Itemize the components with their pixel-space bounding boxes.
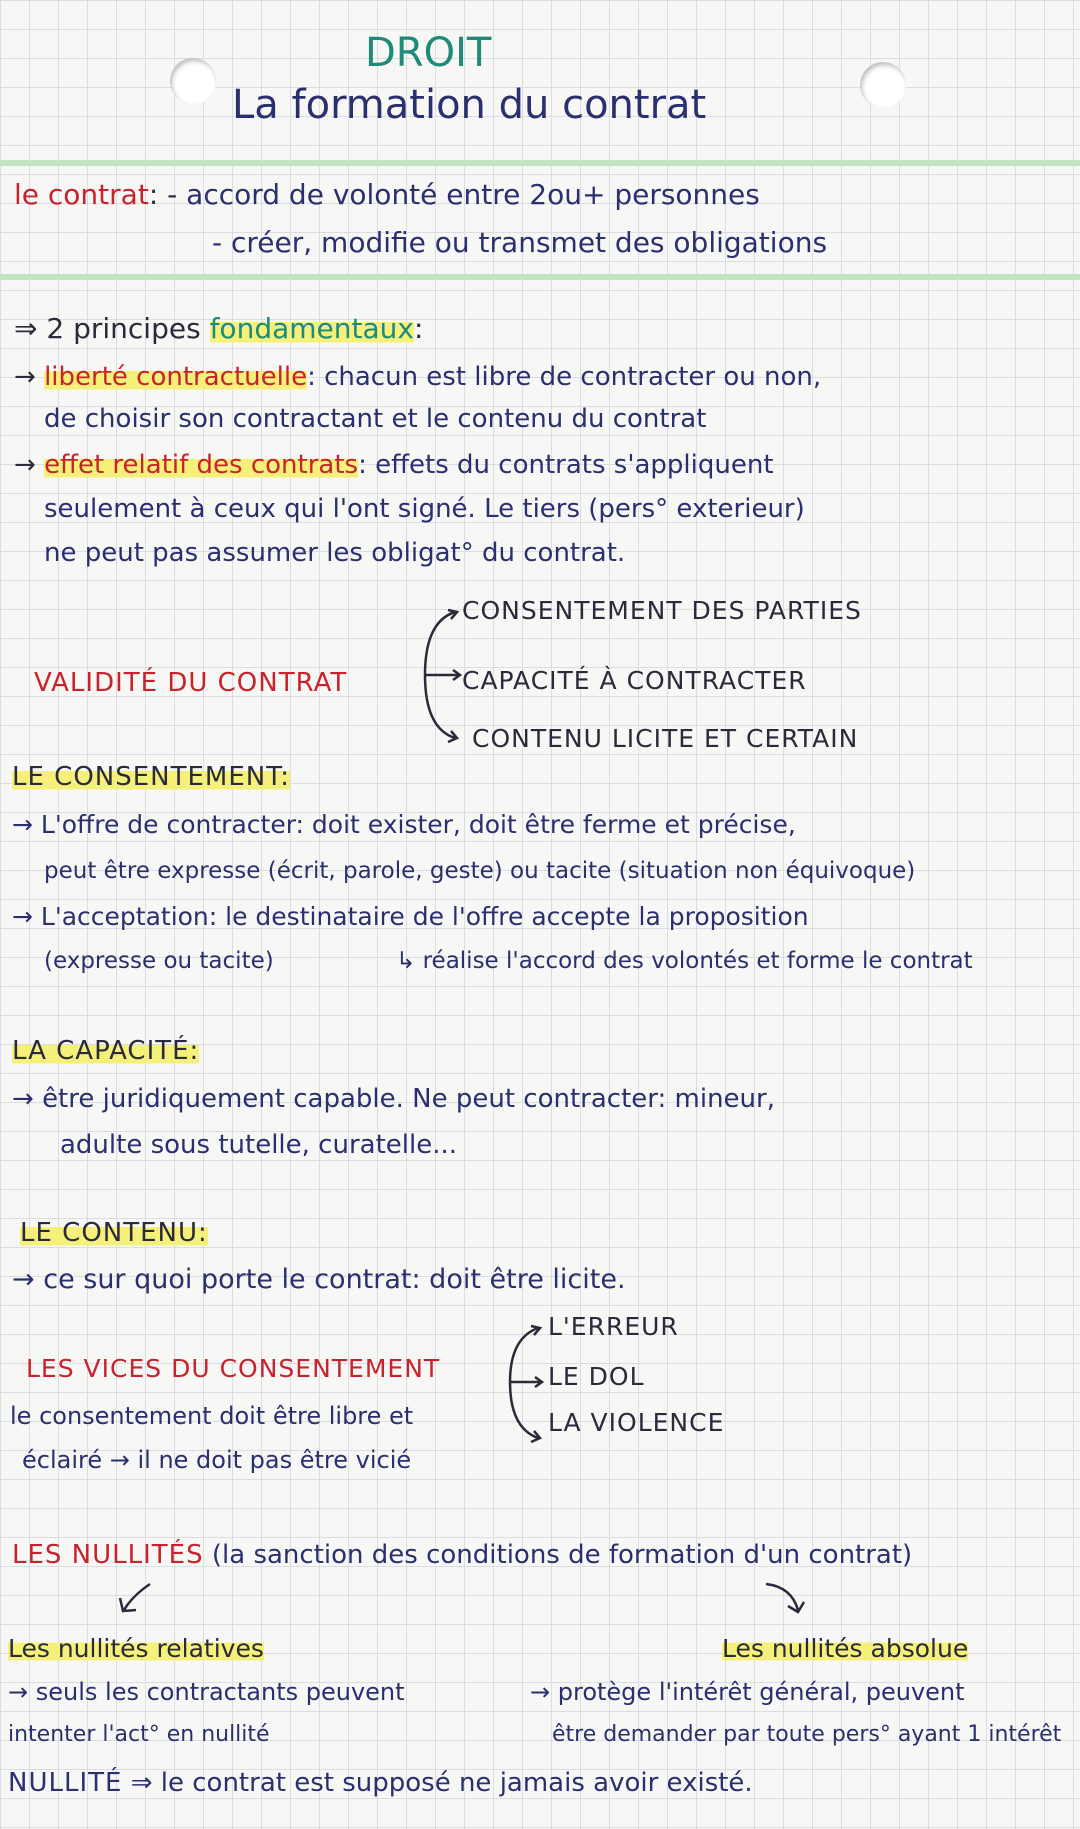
vices-note-1: le consentement doit être libre et <box>10 1402 414 1430</box>
principes-colon: : <box>413 312 424 345</box>
arrow-icon: → <box>8 1678 29 1706</box>
divider-top <box>0 160 1080 166</box>
validite-brace <box>410 600 470 750</box>
binder-hole-right <box>860 62 906 108</box>
nullites-arrow-left <box>110 1578 160 1618</box>
return-arrow-icon: ↳ <box>396 948 416 974</box>
capacite-heading <box>12 1036 199 1066</box>
contrat-colon: : - <box>148 178 178 211</box>
consentement-line-4b <box>396 948 973 974</box>
capacite-line-1 <box>12 1084 775 1114</box>
nullites-absolue-line-2: être demander par toute pers° ayant 1 intérêt <box>552 1722 1062 1747</box>
arrow-icon: → <box>12 1264 35 1295</box>
conclusion-term: NULLITÉ <box>8 1768 123 1798</box>
nullites-absolue-line-1 <box>530 1678 965 1706</box>
consentement-realise: réalise l'accord des volontés et forme le contrat <box>422 948 973 974</box>
nullites-relatives-line-1 <box>8 1678 405 1706</box>
consentement-line-1 <box>12 810 796 839</box>
double-arrow-icon: ⇒ <box>130 1768 153 1798</box>
principe-1-line-2: de choisir son contractant et le contenu du contrat <box>44 404 707 434</box>
validite-item-consentement: CONSENTEMENT DES PARTIES <box>462 596 862 625</box>
principes-highlight: fondamentaux <box>209 312 414 345</box>
absolue-title-text: Les nullités absolue <box>722 1634 969 1663</box>
nullites-arrow-right <box>760 1578 810 1618</box>
arrow-icon: → <box>12 1084 34 1114</box>
vice-dol: LE DOL <box>548 1362 645 1391</box>
contenu-line-1 <box>12 1264 626 1295</box>
capacite-text: être juridiquement capable. Ne peut contracter: mineur, <box>42 1084 775 1114</box>
contenu-heading-text: LE CONTENU: <box>20 1218 208 1248</box>
relatives-text-1: seuls les contractants peuvent <box>35 1678 405 1706</box>
consentement-acceptation: L'acceptation: le destinataire de l'offre accepte la proposition <box>40 902 809 931</box>
arrow-icon: → <box>12 810 33 839</box>
nullites-conclusion <box>8 1768 753 1798</box>
nullites-relatives-title <box>8 1634 264 1663</box>
principe-2-line-3: ne peut pas assumer les obligat° du contrat. <box>44 538 626 568</box>
principe-1-text: : chacun est libre de contracter ou non, <box>307 362 822 392</box>
principe-1-term: liberté contractuelle <box>44 362 308 392</box>
subject-title: DROIT <box>365 30 492 76</box>
principes-lead: 2 principes <box>46 312 201 345</box>
validite-label: VALIDITÉ DU CONTRAT <box>34 668 348 698</box>
contenu-text: ce sur quoi porte le contrat: doit être licite. <box>43 1264 626 1295</box>
consentement-line-3 <box>12 902 809 931</box>
arrow-icon: → <box>12 902 33 931</box>
divider-middle <box>0 274 1080 280</box>
contrat-line-2: - créer, modifie ou transmet des obligations <box>212 226 828 259</box>
nullites-title: LES NULLITÉS <box>12 1540 204 1570</box>
consentement-line-2: peut être expresse (écrit, parole, geste) ou tacite (situation non équivoque) <box>44 858 916 884</box>
page-title: La formation du contrat <box>232 82 707 128</box>
validite-item-contenu: CONTENU LICITE ET CERTAIN <box>472 724 859 753</box>
nullites-absolue-title <box>722 1634 968 1663</box>
contrat-definition <box>14 178 760 211</box>
principe-2-text: : effets du contrats s'appliquent <box>358 450 774 480</box>
consentement-heading <box>12 762 290 792</box>
principe-2-term: effet relatif des contrats <box>44 450 359 480</box>
arrow-icon: → <box>530 1678 551 1706</box>
principe-2-line-2: seulement à ceux qui l'ont signé. Le tiers (pers° exterieur) <box>44 494 805 524</box>
contenu-heading <box>20 1218 208 1248</box>
capacite-heading-text: LA CAPACITÉ: <box>12 1036 200 1066</box>
nullites-heading <box>12 1540 912 1570</box>
contrat-term: le contrat <box>14 178 149 211</box>
vice-erreur: L'ERREUR <box>548 1312 679 1341</box>
principe-2 <box>14 450 774 480</box>
nullites-note: (la sanction des conditions de formation d'un contrat) <box>211 1540 913 1570</box>
absolue-text-1: protège l'intérêt général, peuvent <box>557 1678 965 1706</box>
nullites-relatives-line-2: intenter l'act° en nullité <box>8 1722 270 1747</box>
consentement-offre: L'offre de contracter: doit exister, doit être ferme et précise, <box>40 810 796 839</box>
principes-heading <box>14 312 423 345</box>
vices-brace <box>498 1318 548 1448</box>
consentement-heading-text: LE CONSENTEMENT: <box>12 762 291 792</box>
conclusion-text: le contrat est supposé ne jamais avoir existé. <box>160 1768 753 1798</box>
principe-1 <box>14 362 821 392</box>
vice-violence: LA VIOLENCE <box>548 1408 725 1437</box>
consentement-line-4a: (expresse ou tacite) <box>44 948 274 974</box>
validite-item-capacite: CAPACITÉ À CONTRACTER <box>462 666 807 695</box>
capacite-line-2: adulte sous tutelle, curatelle... <box>60 1130 457 1160</box>
contrat-line-1: accord de volonté entre 2ou+ personnes <box>186 178 760 211</box>
relatives-title-text: Les nullités relatives <box>8 1634 264 1663</box>
arrow-icon: → <box>14 362 36 392</box>
vices-note-2: éclairé → il ne doit pas être vicié <box>22 1446 412 1474</box>
arrow-icon: → <box>14 450 36 480</box>
vices-label: LES VICES DU CONSENTEMENT <box>26 1354 441 1383</box>
double-arrow-icon: ⇒ <box>14 312 38 345</box>
binder-hole-left <box>170 58 216 104</box>
